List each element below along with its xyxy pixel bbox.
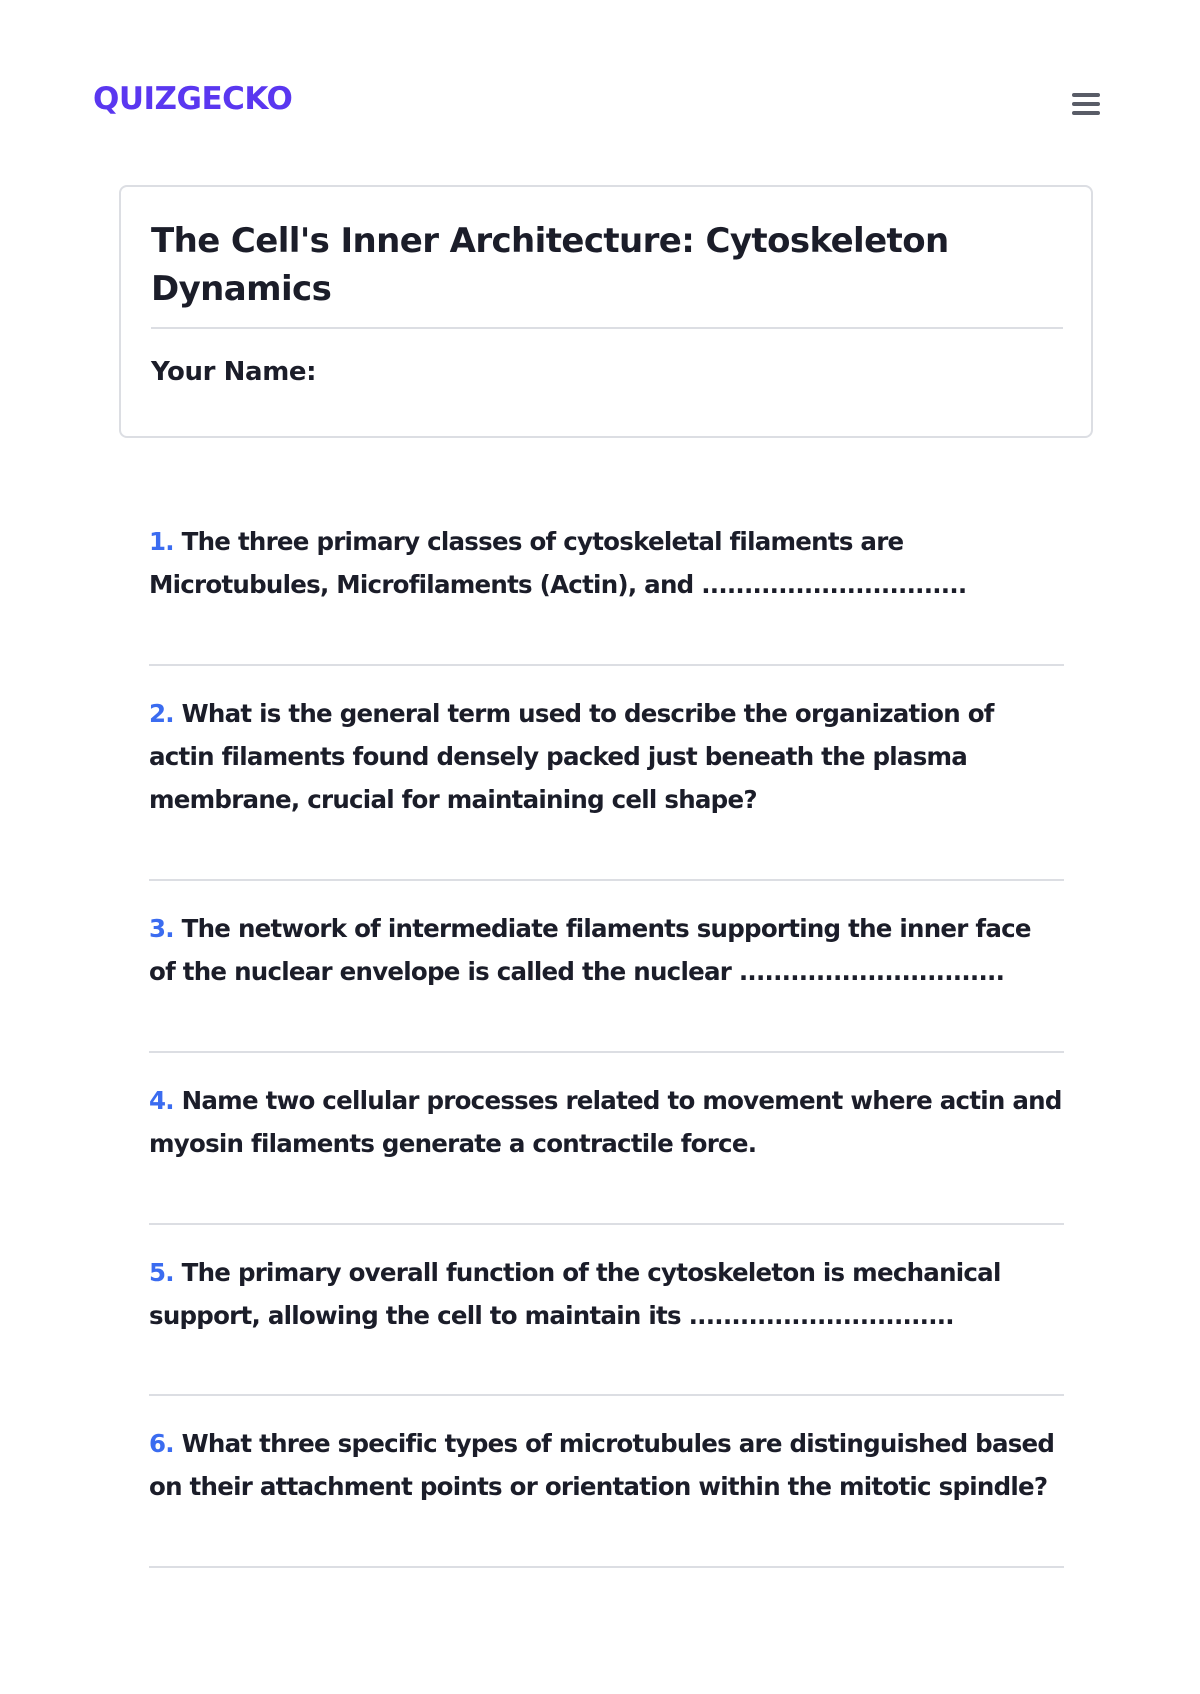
question-divider	[149, 664, 1064, 666]
question-body: Name two cellular processes related to movement where actin and myosin filaments generate a contractile force.	[149, 1086, 1062, 1158]
quizgecko-logo[interactable]: QUIZGECKO	[93, 81, 293, 117]
menu-bar	[1072, 111, 1100, 115]
quiz-title-card	[119, 185, 1093, 438]
question-6	[149, 1422, 1064, 1508]
question-body: The three primary classes of cytoskeletal filaments are Microtubules, Microfilaments (Actin), and ...............................	[149, 527, 967, 599]
question-number: 5.	[149, 1258, 174, 1287]
hamburger-menu-icon[interactable]	[1072, 93, 1100, 117]
question-text	[149, 1422, 1064, 1508]
title-divider	[151, 327, 1063, 329]
question-body: What is the general term used to describe the organization of actin filaments found densely packed just beneath the plasma membrane, crucial for maintaining cell shape?	[149, 699, 994, 814]
question-number: 6.	[149, 1429, 174, 1458]
question-1	[149, 520, 1064, 606]
question-4	[149, 1079, 1064, 1165]
question-divider	[149, 879, 1064, 881]
question-5	[149, 1251, 1064, 1337]
question-text	[149, 1079, 1064, 1165]
your-name-label: Your Name:	[151, 357, 317, 387]
question-divider	[149, 1394, 1064, 1396]
question-3	[149, 907, 1064, 993]
question-number: 2.	[149, 699, 174, 728]
question-divider	[149, 1223, 1064, 1225]
question-text	[149, 1251, 1064, 1337]
menu-bar	[1072, 93, 1100, 97]
question-number: 4.	[149, 1086, 174, 1115]
question-number: 3.	[149, 914, 174, 943]
question-body: The network of intermediate filaments supporting the inner face of the nuclear envelope is called the nuclear ...............................	[149, 914, 1031, 986]
question-text	[149, 692, 1064, 821]
page-header	[0, 0, 1200, 160]
question-body: What three specific types of microtubules are distinguished based on their attachment points or orientation within the mitotic spindle?	[149, 1429, 1055, 1501]
menu-bar	[1072, 102, 1100, 106]
question-body: The primary overall function of the cytoskeleton is mechanical support, allowing the cell to maintain its ...............................	[149, 1258, 1001, 1330]
question-2	[149, 692, 1064, 821]
quiz-title: The Cell's Inner Architecture: Cytoskeleton Dynamics	[151, 221, 949, 309]
question-text	[149, 520, 1064, 606]
question-text	[149, 907, 1064, 993]
question-divider	[149, 1566, 1064, 1568]
question-divider	[149, 1051, 1064, 1053]
question-number: 1.	[149, 527, 174, 556]
